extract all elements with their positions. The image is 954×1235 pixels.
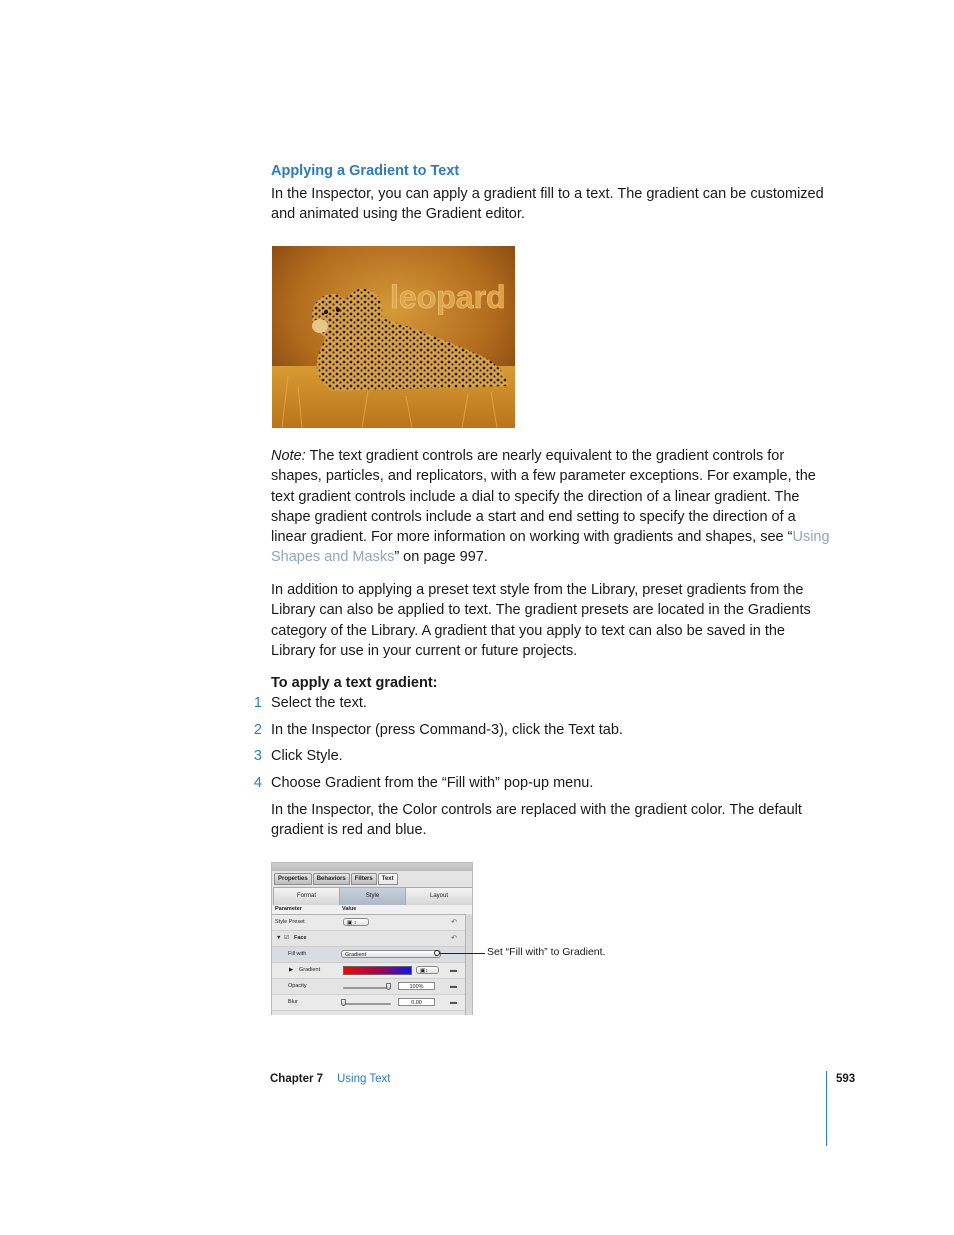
fill-with-popup[interactable] [341, 950, 441, 958]
footer-chapter-title[interactable]: Using Text [337, 1073, 391, 1085]
footer-chapter: Chapter 7 [270, 1073, 324, 1085]
fill-with-value: Gradient [345, 952, 367, 958]
step-text: Select the text. [271, 695, 367, 711]
segment-layout[interactable]: Layout [405, 887, 473, 906]
style-preset-row [272, 915, 465, 931]
face-checkbox[interactable]: ☑ [284, 935, 289, 941]
blur-row [272, 995, 465, 1011]
reset-icon[interactable]: ↶ [451, 935, 457, 942]
note-label: Note: [271, 448, 306, 464]
tab-behaviors[interactable]: Behaviors [313, 873, 350, 885]
blur-label: Blur [288, 999, 298, 1005]
tab-properties[interactable]: Properties [274, 873, 312, 885]
step-text: In the Inspector (press Command-3), click the Text tab. [271, 722, 623, 738]
fill-with-label: Fill with [288, 951, 307, 957]
blur-slider-thumb[interactable] [341, 999, 346, 1006]
intro-paragraph: In the Inspector, you can apply a gradient fill to a text. The gradient can be customized and animated using the Gradient editor. [271, 186, 824, 223]
page-number: 593 [836, 1073, 856, 1085]
footer-divider [826, 1071, 827, 1146]
segment-format[interactable]: Format [273, 887, 340, 906]
segment-style[interactable]: Style [339, 887, 406, 906]
inspector-scrollbar[interactable] [465, 914, 473, 1015]
opacity-slider-track[interactable] [343, 987, 391, 989]
leopard-illustration [272, 246, 515, 428]
callout-dot [434, 950, 440, 956]
step-number: 3 [253, 748, 262, 764]
opacity-row [272, 979, 465, 995]
column-parameter: Parameter [275, 906, 302, 912]
leopard-overlay-text: leopard [390, 279, 506, 315]
inspector-titlebar [272, 863, 472, 871]
reset-icon[interactable]: ↶ [451, 919, 457, 926]
result-paragraph: In the Inspector, the Color controls are replaced with the gradient color. The default gradient is red and blue. [271, 802, 802, 839]
callout-text: Set “Fill with” to Gradient. [487, 946, 606, 958]
step-number: 1 [253, 695, 262, 711]
animation-menu-icon[interactable]: ▬ [450, 999, 457, 1006]
gradient-preset-popup[interactable]: ▣↕ [416, 966, 439, 974]
inspector-tabs [274, 873, 398, 883]
opacity-label: Opacity [288, 983, 307, 989]
step-text: Click Style. [271, 748, 343, 764]
gradient-swatch[interactable] [343, 966, 412, 975]
face-label: Face [294, 935, 307, 941]
tab-text[interactable]: Text [378, 873, 398, 885]
leopard-figure [272, 246, 515, 428]
disclosure-triangle-icon[interactable]: ▼ [276, 935, 282, 941]
style-preset-popup[interactable]: ▣ ↕ [343, 918, 369, 926]
library-paragraph: In addition to applying a preset text style from the Library, preset gradients from the Library can also be applied to text. The gradient presets are located in the Gradients category of the Library. A gradient that you apply to text can also be saved in the Library for use in your current or future projects. [271, 582, 811, 659]
callout-line [437, 953, 485, 954]
animation-menu-icon[interactable]: ▬ [450, 983, 457, 990]
opacity-slider-thumb[interactable] [386, 983, 391, 990]
blur-slider-track[interactable] [343, 1003, 391, 1005]
step-text: Choose Gradient from the “Fill with” pop-up menu. [271, 775, 594, 791]
step-number: 4 [253, 775, 262, 791]
tab-filters[interactable]: Filters [351, 873, 377, 885]
face-row [272, 931, 465, 947]
column-value: Value [342, 906, 357, 912]
style-preset-label: Style Preset [275, 919, 305, 925]
note-paragraph [271, 446, 831, 568]
cross-reference-link[interactable]: Using Shapes and Masks [271, 529, 830, 566]
inspector-screenshot [271, 862, 473, 1015]
parameter-header [272, 905, 472, 915]
note-page-reference: ” on page 997. [394, 549, 488, 566]
section-heading: Applying a Gradient to Text [271, 163, 460, 179]
animation-menu-icon[interactable]: ▬ [450, 967, 457, 974]
gradient-row [272, 963, 465, 979]
procedure-title: To apply a text gradient: [271, 675, 438, 691]
gradient-label: Gradient [299, 967, 321, 973]
step-number: 2 [253, 722, 262, 738]
blur-value-field[interactable]: 0.00 [398, 998, 435, 1006]
note-text: The text gradient controls are nearly equivalent to the gradient controls for shapes, particles, and replicators, with a few parameter exceptions. For example, the text gradient controls include a dial to specify the direction of a linear gradient. The shape gradient controls include a start and end setting to specify the direction of a linear gradient. For more information on working with gradients and shapes, see “ [271, 448, 816, 546]
disclosure-triangle-icon[interactable]: ▶ [289, 967, 294, 973]
opacity-value-field[interactable]: 100% [398, 982, 435, 990]
